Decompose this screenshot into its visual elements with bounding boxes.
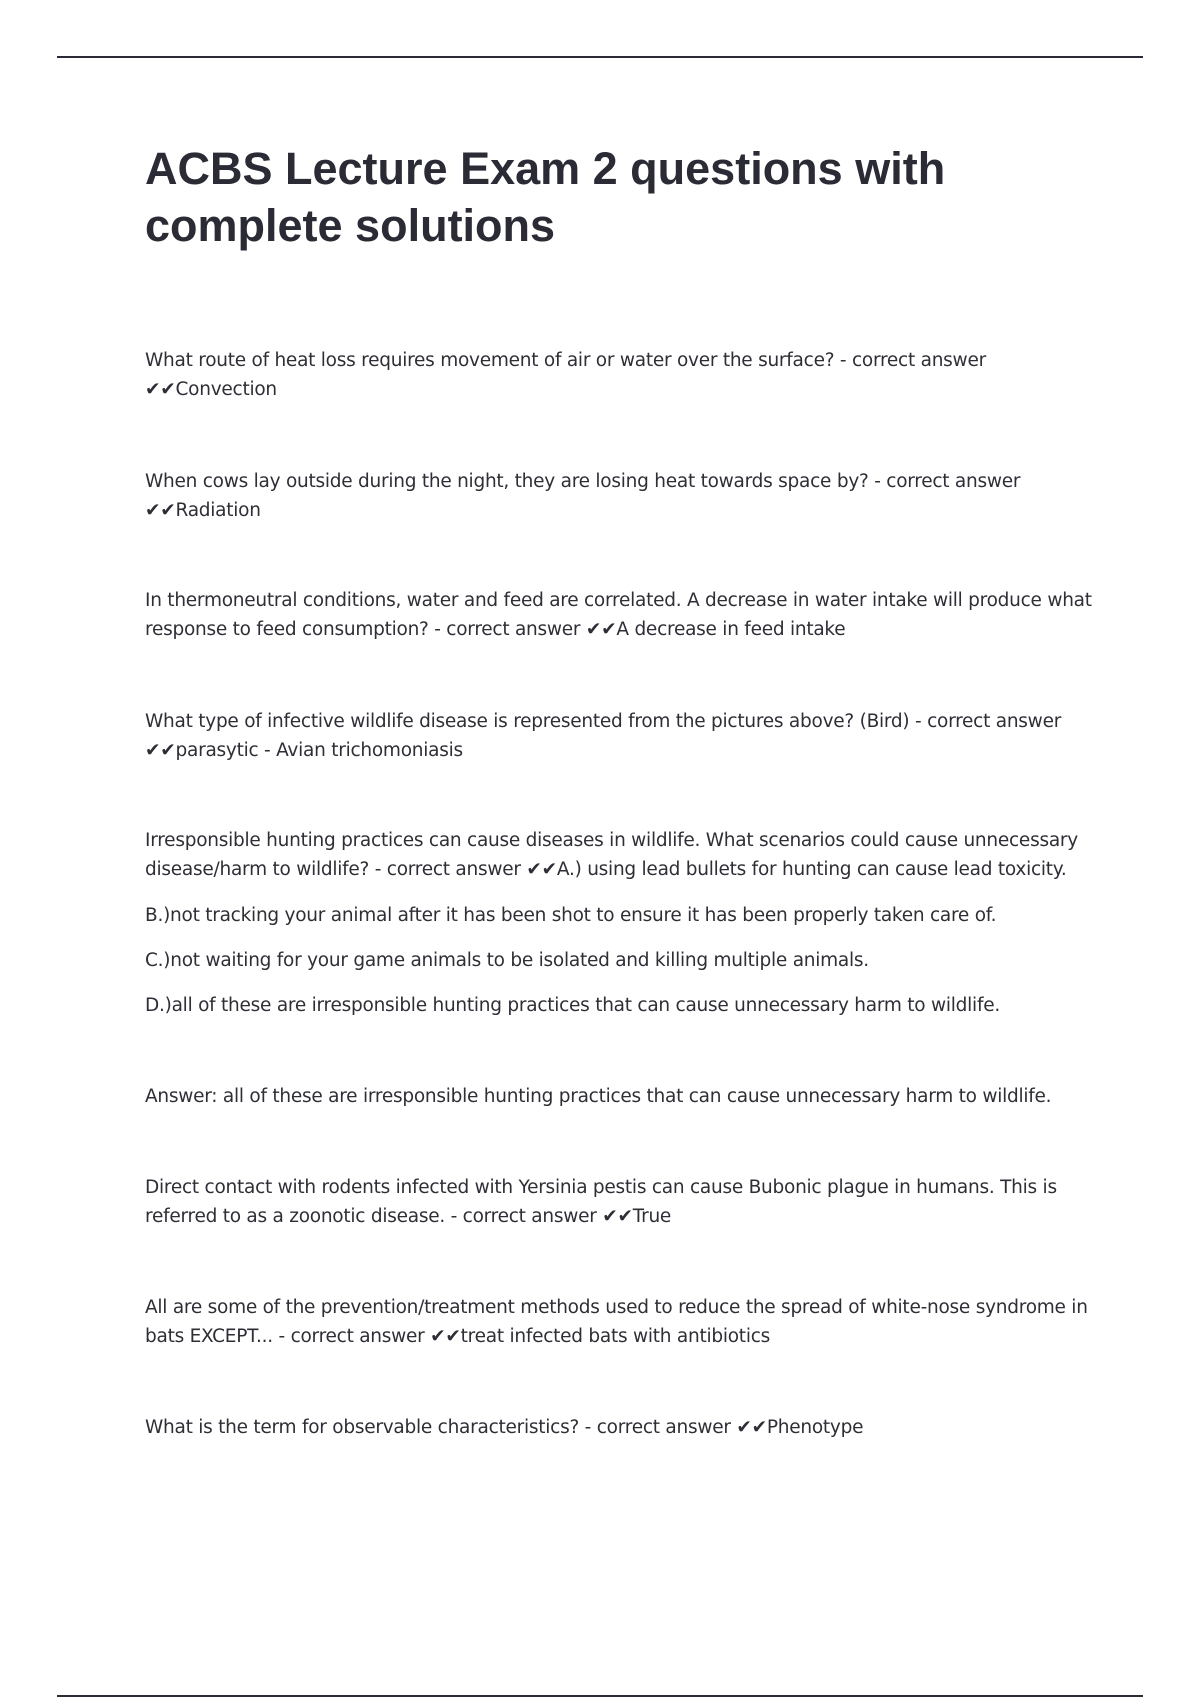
qa-hunting-practices: Irresponsible hunting practices can cause diseases in wildlife. What scenarios could cause unnecessary disease/harm to wildlife? - correct answer ✔✔A.) using lead bullets for hunting can cause lead toxicity. — [145, 830, 1078, 880]
option-b: B.)not tracking your animal after it has been shot to ensure it has been properly taken care of. — [145, 905, 997, 926]
document-title: ACBS Lecture Exam 2 questions with complete solutions — [145, 143, 946, 251]
option-d: D.)all of these are irresponsible hunting practices that can cause unnecessary harm to wildlife. — [145, 995, 1000, 1016]
qa-radiation: When cows lay outside during the night, they are losing heat towards space by? - correct answer ✔✔Radiation — [145, 471, 1021, 521]
qa-convection: What route of heat loss requires movement of air or water over the surface? - correct answer ✔✔Convection — [145, 350, 986, 400]
option-c: C.)not waiting for your game animals to be isolated and killing multiple animals. — [145, 950, 869, 971]
qa-feed-intake: In thermoneutral conditions, water and feed are correlated. A decrease in water intake will produce what response to feed consumption? - correct answer ✔✔A decrease in feed intake — [145, 590, 1092, 640]
top-rule — [57, 56, 1143, 58]
qa-phenotype: What is the term for observable characteristics? - correct answer ✔✔Phenotype — [145, 1417, 864, 1438]
qa-avian-trichomoniasis: What type of infective wildlife disease is represented from the pictures above? (Bird) - correct answer ✔✔parasytic - Avian trichomoniasis — [145, 711, 1062, 761]
bottom-rule — [57, 1695, 1143, 1697]
hunting-answer: Answer: all of these are irresponsible hunting practices that can cause unnecessary harm to wildlife. — [145, 1086, 1052, 1107]
qa-white-nose-syndrome: All are some of the prevention/treatment methods used to reduce the spread of white-nose syndrome in bats EXCEPT... - correct answer ✔✔treat infected bats with antibiotics — [145, 1297, 1088, 1347]
qa-bubonic-plague: Direct contact with rodents infected with Yersinia pestis can cause Bubonic plague in humans. This is referred to as a zoonotic disease. - correct answer ✔✔True — [145, 1177, 1057, 1227]
